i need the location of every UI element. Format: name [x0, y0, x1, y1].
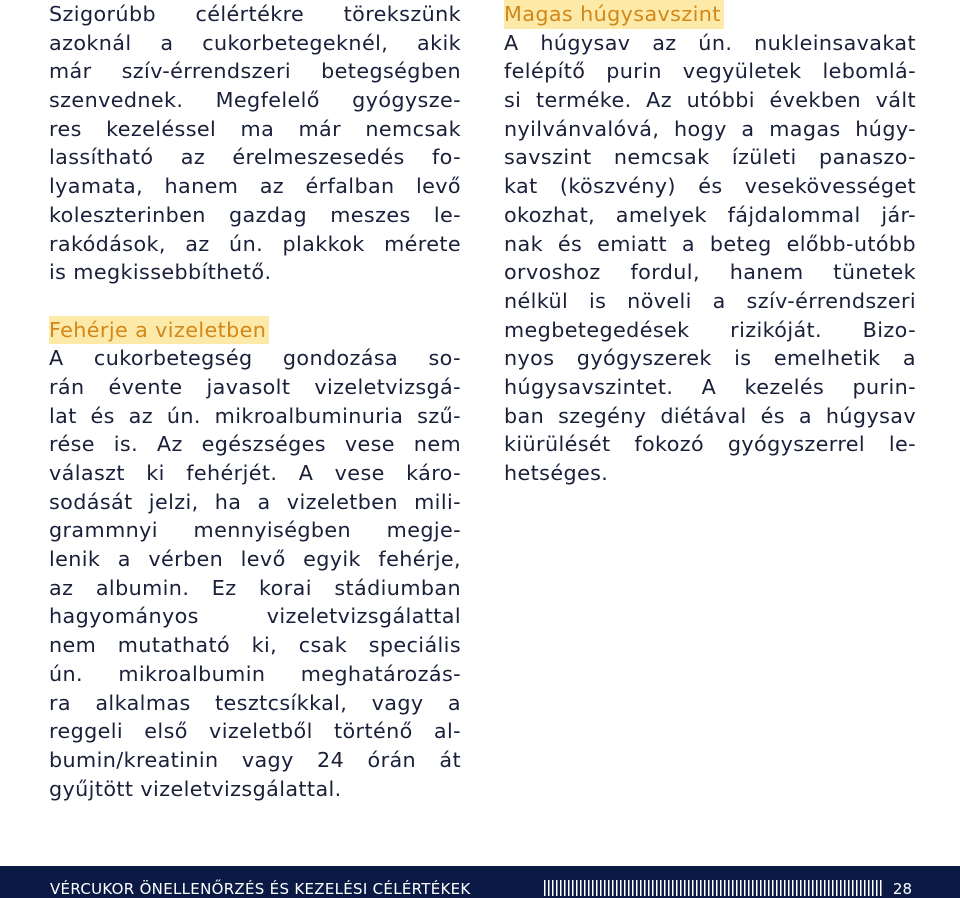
- text-line: savszint nemcsak ízületi panaszo-: [504, 145, 916, 170]
- text-line: az albumin. Ez korai stádiumban: [49, 575, 461, 600]
- text-line: húgysavszintet. A kezelés purin-: [504, 374, 916, 399]
- text-line: Szigorúbb célértékre törekszünk: [49, 2, 461, 26]
- text-line: sodását jelzi, ha a vizeletben mili-: [49, 489, 461, 514]
- text-line: koleszterinben gazdag meszes le-: [49, 202, 461, 227]
- text-line: si terméke. Az utóbbi években vált: [504, 88, 916, 113]
- text-line: rakódások, az ún. plakkok mérete: [49, 231, 461, 256]
- text-line: is megkissebbíthető.: [49, 260, 272, 285]
- text-line: rán évente javasolt vizeletvizsgá-: [49, 374, 461, 399]
- text-line: kat (köszvény) és vesekövességet: [504, 174, 916, 199]
- text-line: nyilvánvalóvá, hogy a magas húgy-: [504, 116, 916, 141]
- text-line: A cukorbetegség gondozása so-: [49, 346, 461, 371]
- text-line: megbetegedések rizikóját. Bizo-: [504, 317, 916, 342]
- text-line: kiürülését fokozó gyógyszerrel le-: [504, 432, 916, 457]
- text-line: nyos gyógyszerek is emelhetik a: [504, 346, 916, 371]
- page-footer: [0, 866, 960, 898]
- text-line: nélkül is növeli a szív-érrendszeri: [504, 288, 916, 313]
- uric-acid-paragraph: [504, 29, 916, 488]
- text-line: ra alkalmas tesztcsíkkal, vagy a: [49, 690, 461, 715]
- text-line: nem mutatható ki, csak speciális: [49, 633, 461, 658]
- text-line: szenvednek. Megfelelő gyógysze-: [49, 88, 461, 113]
- text-line: orvoshoz fordul, hanem tünetek: [504, 260, 916, 285]
- page-number: 28: [892, 880, 912, 898]
- left-column: [49, 0, 461, 803]
- text-line: lassítható az érelmeszesedés fo-: [49, 145, 461, 170]
- intro-paragraph: [49, 0, 461, 287]
- text-line: felépítő purin vegyületek lebomlá-: [504, 59, 916, 84]
- text-line: választ ki fehérjét. A vese káro-: [49, 461, 461, 485]
- right-column: [504, 0, 916, 488]
- text-line: okozhat, amelyek fájdalommal jár-: [504, 202, 916, 227]
- paragraph-gap: [49, 287, 461, 316]
- section-heading-uric-acid: Magas húgysavszint: [504, 0, 724, 29]
- text-line: már szív-érrendszeri betegségben: [49, 59, 461, 84]
- text-line: lyamata, hanem az érfalban levő: [49, 174, 461, 199]
- text-line: res kezeléssel ma már nemcsak: [49, 116, 461, 141]
- text-line: ún. mikroalbumin meghatározás-: [49, 661, 461, 686]
- footer-barcode-decoration: [544, 880, 882, 896]
- text-line: grammnyi mennyiségben megje-: [49, 518, 461, 543]
- text-line: rése is. Az egészséges vese nem: [49, 432, 461, 457]
- text-line: A húgysav az ún. nukleinsavakat: [504, 30, 916, 55]
- text-line: hagyományos vizeletvizsgálattal: [49, 604, 461, 629]
- text-line: bumin/kreatinin vagy 24 órán át: [49, 747, 461, 772]
- footer-title: VÉRCUKOR ÖNELLENŐRZÉS ÉS KEZELÉSI CÉLÉRTÉKEK: [50, 880, 471, 898]
- text-line: nak és emiatt a beteg előbb-utóbb: [504, 231, 916, 256]
- text-line: azoknál a cukorbetegeknél, akik: [49, 30, 461, 55]
- text-line: lat és az ún. mikroalbuminuria szű-: [49, 403, 461, 428]
- text-line: gyűjtött vizeletvizsgálattal.: [49, 776, 342, 801]
- protein-paragraph: [49, 344, 461, 803]
- text-line: hetséges.: [504, 461, 609, 485]
- section-heading-protein: Fehérje a vizeletben: [49, 316, 269, 345]
- text-line: lenik a vérben levő egyik fehérje,: [49, 547, 461, 572]
- text-line: ban szegény diétával és a húgysav: [504, 403, 916, 428]
- text-line: reggeli első vizeletből történő al-: [49, 719, 461, 744]
